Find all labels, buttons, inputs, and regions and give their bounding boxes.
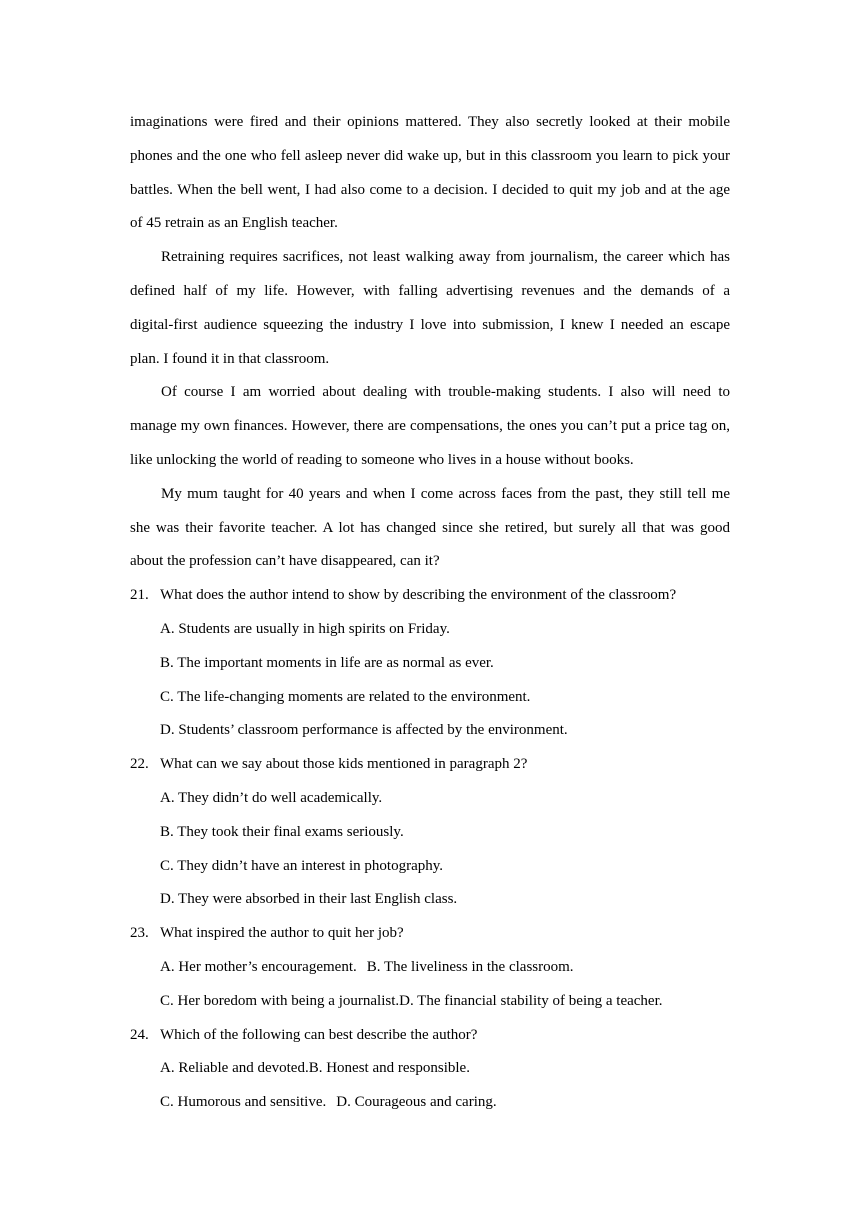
question-stem xyxy=(130,748,730,782)
question-stem xyxy=(130,917,730,951)
answer-option-a: A. Her mother’s encouragement. xyxy=(160,958,357,975)
passage-paragraph-1 xyxy=(130,106,730,241)
answer-option-a: A. Students are usually in high spirits on Friday. xyxy=(160,620,450,637)
question-text: Which of the following can best describe the author? xyxy=(160,1026,478,1043)
text-line: about the profession can’t have disappeared, can it? xyxy=(130,553,440,570)
text-line: Of course I am worried about dealing with trouble-making students. I also will need to xyxy=(161,384,730,401)
answer-options-row xyxy=(130,951,730,985)
answer-option-a: A. They didn’t do well academically. xyxy=(160,789,383,806)
answer-option-d: D. They were absorbed in their last English class. xyxy=(160,891,458,908)
text-line: phones and the one who fell asleep never did wake up, but in this classroom you learn to pick your xyxy=(130,147,730,164)
text-line: of 45 retrain as an English teacher. xyxy=(130,215,338,232)
answer-option-d: D. The financial stability of being a teacher. xyxy=(399,992,663,1009)
passage-paragraph-4 xyxy=(130,478,730,579)
text-line: digital-first audience squeezing the industry I love into submission, I knew I needed an escape xyxy=(130,316,730,333)
question-number: 22. xyxy=(130,756,149,773)
question-number: 24. xyxy=(130,1026,149,1043)
text-line: defined half of my life. However, with falling advertising revenues and the demands of a xyxy=(130,282,730,299)
answer-option-b: B. The important moments in life are as normal as ever. xyxy=(160,654,494,671)
document-page xyxy=(130,106,730,1120)
answer-option-b: B. Honest and responsible. xyxy=(308,1060,470,1077)
text-line: imaginations were fired and their opinions mattered. They also secretly looked at their mobile xyxy=(130,114,730,130)
answer-option-c: C. The life-changing moments are related to the environment. xyxy=(160,688,531,705)
answer-options-row xyxy=(130,1052,730,1086)
text-line: Retraining requires sacrifices, not least walking away from journalism, the career which has xyxy=(161,249,730,266)
answer-option-b: B. The liveliness in the classroom. xyxy=(366,958,574,975)
passage-paragraph-3 xyxy=(130,376,730,477)
question-text: What does the author intend to show by describing the environment of the classroom? xyxy=(160,587,677,604)
answer-option-b: B. They took their final exams seriously. xyxy=(160,823,404,840)
text-line: she was their favorite teacher. A lot has changed since she retired, but surely all that was good xyxy=(130,519,730,536)
question-number: 23. xyxy=(130,925,149,942)
answer-option-a: A. Reliable and devoted. xyxy=(160,1060,309,1077)
question-stem xyxy=(130,579,730,613)
text-line: plan. I found it in that classroom. xyxy=(130,350,330,367)
text-line: like unlocking the world of reading to someone who lives in a house without books. xyxy=(130,451,634,468)
answer-option-c: C. They didn’t have an interest in photography. xyxy=(160,857,444,874)
question-21 xyxy=(130,579,730,748)
question-24 xyxy=(130,1019,730,1120)
question-22 xyxy=(130,748,730,917)
question-text: What can we say about those kids mentioned in paragraph 2? xyxy=(160,756,528,773)
question-stem xyxy=(130,1019,730,1053)
answer-options-row xyxy=(130,985,730,1019)
question-number: 21. xyxy=(130,587,149,604)
question-text: What inspired the author to quit her job? xyxy=(160,925,404,942)
passage-paragraph-2 xyxy=(130,241,730,376)
answer-options-row xyxy=(130,1086,730,1120)
text-line: My mum taught for 40 years and when I come across faces from the past, they still tell me xyxy=(161,485,730,502)
text-line: battles. When the bell went, I had also come to a decision. I decided to quit my job and at the age xyxy=(130,181,730,198)
answer-option-d: D. Courageous and caring. xyxy=(336,1094,497,1111)
text-line: manage my own finances. However, there are compensations, the ones you can’t put a price tag on, xyxy=(130,418,730,435)
answer-option-c: C. Humorous and sensitive. xyxy=(160,1094,327,1111)
answer-option-c: C. Her boredom with being a journalist. xyxy=(160,992,400,1009)
answer-option-d: D. Students’ classroom performance is affected by the environment. xyxy=(160,722,568,739)
question-23 xyxy=(130,917,730,1018)
